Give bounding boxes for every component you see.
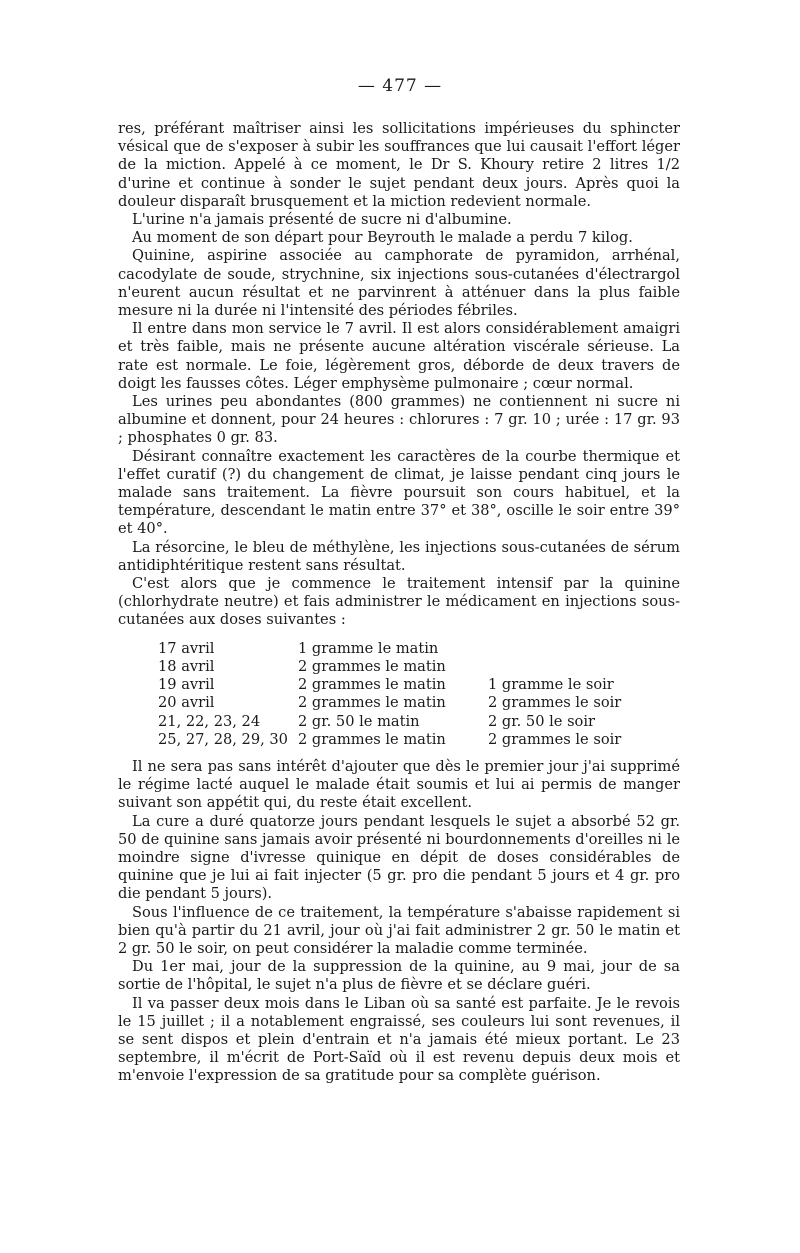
date-cell: 20 avril: [158, 694, 215, 712]
date-cell: 19 avril: [158, 676, 215, 694]
morning-dose-cell: 2 grammes le matin: [298, 730, 446, 748]
table-row: [158, 731, 668, 749]
table-row: [158, 640, 668, 658]
morning-dose-cell: 2 grammes le matin: [298, 694, 446, 712]
paragraph: Désirant connaître exactement les caractères de la courbe thermique et l'effet curatif (?) du changement de climat, je laisse pendant cinq jours le malade sans traitement. La fièvre poursuit son cours habituel, et la température, descendant le matin entre 37° et 38°, oscille le soir entre 39° et 40°.: [118, 447, 680, 538]
paragraph: Il entre dans mon service le 7 avril. Il est alors considérablement amaigri et très faible, mais ne présente aucune altération viscérale sérieuse. La rate est normale. Le foie, légèrement gros, déborde de deux travers de doigt les fausses côtes. Léger emphysème pulmonaire ; cœur normal.: [118, 320, 680, 392]
paragraph: La cure a duré quatorze jours pendant lesquels le sujet a absorbé 52 gr. 50 de quinine sans jamais avoir présenté ni bourdonnements d'oreilles ni le moindre signe d'ivresse quinique en dépit de doses considérables de quinine que je lui ai fait injecter (5 gr. pro die pendant 5 jours et 4 gr. pro die pendant 5 jours).: [118, 812, 680, 903]
evening-dose-cell: [488, 640, 668, 658]
morning-dose-cell: 2 gr. 50 le matin: [298, 712, 420, 730]
evening-dose-cell: 2 gr. 50 le soir: [488, 712, 595, 730]
paragraph: Du 1er mai, jour de la suppression de la quinine, au 9 mai, jour de sa sortie de l'hôpital, le sujet n'a plus de fièvre et se déclare guéri.: [118, 958, 680, 994]
paragraph: Au moment de son départ pour Beyrouth le malade a perdu 7 kilog.: [132, 229, 633, 247]
morning-dose-cell: 1 gramme le matin: [298, 639, 439, 657]
body-text: [118, 120, 680, 1086]
table-row: [158, 713, 668, 731]
dose-schedule-table: [158, 640, 668, 749]
date-cell: 25, 27, 28, 29, 30: [158, 730, 288, 748]
table-row: [158, 676, 668, 694]
morning-dose-cell: 2 grammes le matin: [298, 676, 446, 694]
paragraph: Il ne sera pas sans intérêt d'ajouter que dès le premier jour j'ai supprimé le régime lacté auquel le malade était soumis et lui ai permis de manger suivant son appétit qui, du reste était excellent.: [118, 757, 680, 812]
paragraph: L'urine n'a jamais présenté de sucre ni d'albumine.: [132, 211, 512, 229]
paragraph: La résorcine, le bleu de méthylène, les injections sous-cutanées de sérum antidiphtéritique restent sans résultat.: [118, 538, 680, 574]
paragraph: Quinine, aspirine associée au camphorate de pyramidon, arrhénal, cacodylate de soude, strychnine, six injections sous-cutanées d'électrargol n'eurent aucun résultat et ne parvinrent à atténuer dans la plus faible mesure ni la durée ni l'intensité des périodes fébriles.: [118, 247, 680, 320]
morning-dose-cell: 2 grammes le matin: [298, 657, 446, 675]
table-row: [158, 694, 668, 712]
date-cell: 18 avril: [158, 657, 215, 675]
evening-dose-cell: [488, 658, 668, 676]
date-cell: 17 avril: [158, 639, 215, 657]
date-cell: 21, 22, 23, 24: [158, 712, 261, 730]
table-row: [158, 658, 668, 676]
paragraph: Il va passer deux mois dans le Liban où sa santé est parfaite. Je le revois le 15 juillet ; il a notablement engraissé, ses couleurs lui sont revenues, il se sent dispos et plein d'entrain et n'a jamais été mieux portant. Le 23 septembre, il m'écrit de Port-Saïd où il est revenu depuis deux mois et m'envoie l'expression de sa gratitude pour sa complète guérison.: [118, 994, 680, 1085]
paragraph: C'est alors que je commence le traitement intensif par la quinine (chlorhydrate neutre) et fais administrer le médicament en injections sous-cutanées aux doses suivantes :: [118, 575, 680, 629]
paragraph: Sous l'influence de ce traitement, la température s'abaisse rapidement si bien qu'à partir du 21 avril, jour où j'ai fait administrer 2 gr. 50 le matin et 2 gr. 50 le soir, on peut considérer la maladie comme terminée.: [118, 903, 680, 957]
paragraph: res, préférant maîtriser ainsi les sollicitations impérieuses du sphincter vésical que de s'exposer à subir les souffrances que lui causait l'effort léger de la miction. Appelé à ce moment, le Dr S. Khoury retire 2 litres 1/2 d'urine et continue à sonder le sujet pendant deux jours. Après quoi la douleur disparaît brusquement et la miction redevient normale.: [118, 120, 680, 210]
page-number: — 477 —: [357, 76, 443, 96]
evening-dose-cell: 2 grammes le soir: [488, 694, 622, 712]
paragraph: Les urines peu abondantes (800 grammes) ne contiennent ni sucre ni albumine et donnent, pour 24 heures : chlorures : 7 gr. 10 ; urée : 17 gr. 93 ; phosphates 0 gr. 83.: [118, 393, 680, 447]
evening-dose-cell: 2 grammes le soir: [488, 730, 622, 748]
evening-dose-cell: 1 gramme le soir: [488, 676, 614, 694]
